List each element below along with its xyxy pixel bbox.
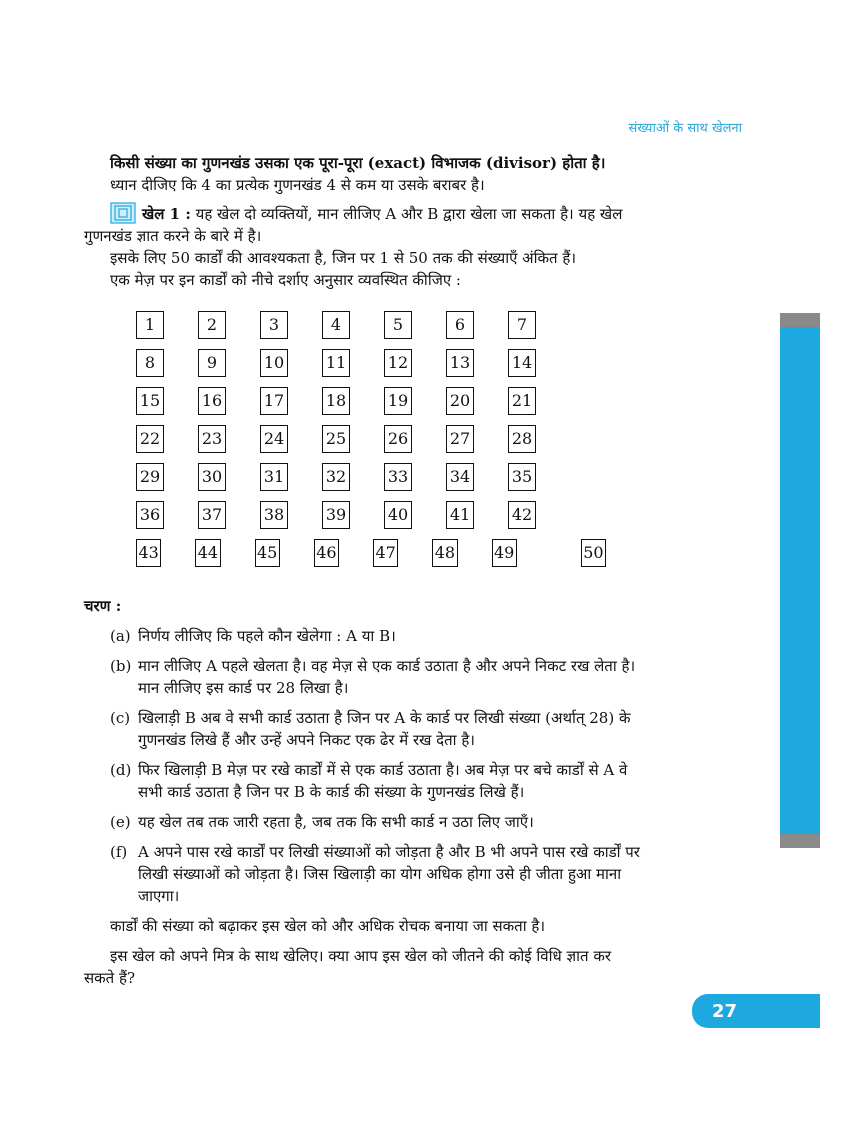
- number-card: 43: [136, 539, 161, 567]
- card-row: [136, 349, 640, 379]
- number-card: 47: [373, 539, 398, 567]
- closing-2: इस खेल को अपने मित्र के साथ खेलिए। क्या आप इस खेल को जीतने की कोई विधि ज्ञात कर सकते हैं?: [84, 947, 611, 987]
- number-card: 14: [508, 349, 536, 377]
- number-card: 13: [446, 349, 474, 377]
- number-card: 27: [446, 425, 474, 453]
- number-card: 49: [492, 539, 517, 567]
- number-card: 22: [136, 425, 164, 453]
- number-card: 23: [198, 425, 226, 453]
- number-card: 12: [384, 349, 412, 377]
- number-card: 28: [508, 425, 536, 453]
- number-card: 10: [260, 349, 288, 377]
- number-card-extra: 50: [581, 539, 606, 567]
- number-card: 48: [432, 539, 457, 567]
- step-label: (f): [110, 843, 128, 861]
- running-head: संख्याओं के साथ खेलना: [628, 121, 742, 136]
- number-card: 25: [322, 425, 350, 453]
- number-card: 15: [136, 387, 164, 415]
- number-card: 34: [446, 463, 474, 491]
- card-row: [136, 387, 640, 417]
- number-card: 35: [508, 463, 536, 491]
- number-card: 42: [508, 501, 536, 529]
- number-card: 38: [260, 501, 288, 529]
- game-intro: [84, 202, 640, 247]
- number-card: 3: [260, 311, 288, 339]
- page-number: 27: [692, 994, 820, 1028]
- step-item: [84, 841, 640, 907]
- step-text: A अपने पास रखे कार्डों पर लिखी संख्याओं को जोड़ता है और B भी अपने पास रखे कार्डों पर लिखी संख्याओं को जोड़ता है। जिस खिलाड़ी का योग अधिक होगा उसे ही जीता हुआ माना जाएगा।: [138, 843, 640, 905]
- number-card: 32: [322, 463, 350, 491]
- step-item: [84, 655, 640, 699]
- number-card: 20: [446, 387, 474, 415]
- page-content: [84, 152, 640, 989]
- step-text: निर्णय लीजिए कि पहले कौन खेलेगा : A या B।: [138, 627, 396, 645]
- step-text: मान लीजिए A पहले खेलता है। वह मेज़ से एक कार्ड उठाता है और अपने निकट रख लेता है। मान लीजिए इस कार्ड पर 28 लिखा है।: [138, 657, 636, 697]
- step-text: फिर खिलाड़ी B मेज़ पर रखे कार्डों में से एक कार्ड उठाता है। अब मेज़ पर बचे कार्डों से A वे सभी कार्ड उठाता है जिन पर B के कार्ड की संख्या के गुणनखंड लिखे हैं।: [138, 761, 628, 801]
- number-card: 17: [260, 387, 288, 415]
- number-card: 29: [136, 463, 164, 491]
- step-item: [84, 707, 640, 751]
- number-card: 24: [260, 425, 288, 453]
- number-card: 41: [446, 501, 474, 529]
- number-card: 5: [384, 311, 412, 339]
- number-card: 11: [322, 349, 350, 377]
- number-card: 37: [198, 501, 226, 529]
- step-item: [84, 811, 640, 833]
- step-text: खिलाड़ी B अब वे सभी कार्ड उठाता है जिन पर A के कार्ड पर लिखी संख्या (अर्थात् 28) के गुणनखंड लिखे हैं और उन्हें अपने निकट एक ढेर में रख देता है।: [138, 709, 631, 749]
- game-icon: [110, 202, 136, 224]
- number-card: 40: [384, 501, 412, 529]
- cards-need: इसके लिए 50 कार्डों की आवश्यकता है, जिन पर 1 से 50 तक की संख्याएँ अंकित हैं।: [110, 249, 577, 267]
- number-card: 46: [314, 539, 339, 567]
- card-row: [136, 463, 640, 493]
- number-card: 21: [508, 387, 536, 415]
- number-card: 8: [136, 349, 164, 377]
- card-row: [136, 425, 640, 455]
- number-card: 16: [198, 387, 226, 415]
- card-grid: [136, 311, 640, 569]
- number-card: 45: [255, 539, 280, 567]
- number-card: 1: [136, 311, 164, 339]
- step-label: (c): [110, 709, 131, 727]
- definition: किसी संख्या का गुणनखंड उसका एक पूरा-पूरा (exact) विभाजक (divisor) होता है।: [110, 154, 606, 172]
- number-card: 30: [198, 463, 226, 491]
- note: ध्यान दीजिए कि 4 का प्रत्येक गुणनखंड 4 से कम या उसके बराबर है।: [110, 176, 485, 194]
- card-row: [136, 311, 640, 341]
- arrange-instruction: एक मेज़ पर इन कार्डों को नीचे दर्शाए अनुसार व्यवस्थित कीजिए :: [110, 271, 461, 289]
- steps-title: चरण :: [84, 597, 122, 615]
- game-title: खेल 1 :: [142, 205, 191, 223]
- card-row: [136, 539, 640, 569]
- step-text: यह खेल तब तक जारी रहता है, जब तक कि सभी कार्ड न उठा लिए जाएँ।: [138, 813, 534, 831]
- number-card: 39: [322, 501, 350, 529]
- card-row: [136, 501, 640, 531]
- step-item: [84, 625, 640, 647]
- number-card: 18: [322, 387, 350, 415]
- number-card: 19: [384, 387, 412, 415]
- step-label: (e): [110, 813, 131, 831]
- number-card: 2: [198, 311, 226, 339]
- number-card: 44: [195, 539, 220, 567]
- step-label: (d): [110, 761, 132, 779]
- number-card: 6: [446, 311, 474, 339]
- number-card: 36: [136, 501, 164, 529]
- number-card: 33: [384, 463, 412, 491]
- closing-1: कार्डों की संख्या को बढ़ाकर इस खेल को और अधिक रोचक बनाया जा सकता है।: [110, 917, 546, 935]
- number-card: 9: [198, 349, 226, 377]
- step-item: [84, 759, 640, 803]
- step-label: (b): [110, 657, 132, 675]
- number-card: 31: [260, 463, 288, 491]
- number-card: 4: [322, 311, 350, 339]
- number-card: 26: [384, 425, 412, 453]
- step-label: (a): [110, 627, 131, 645]
- steps-list: [84, 625, 640, 907]
- number-card: 7: [508, 311, 536, 339]
- game-intro-text: यह खेल दो व्यक्तियों, मान लीजिए A और B द्वारा खेला जा सकता है। यह खेल गुणनखंड ज्ञात करने के बारे में है।: [84, 205, 623, 245]
- side-band: [780, 313, 820, 848]
